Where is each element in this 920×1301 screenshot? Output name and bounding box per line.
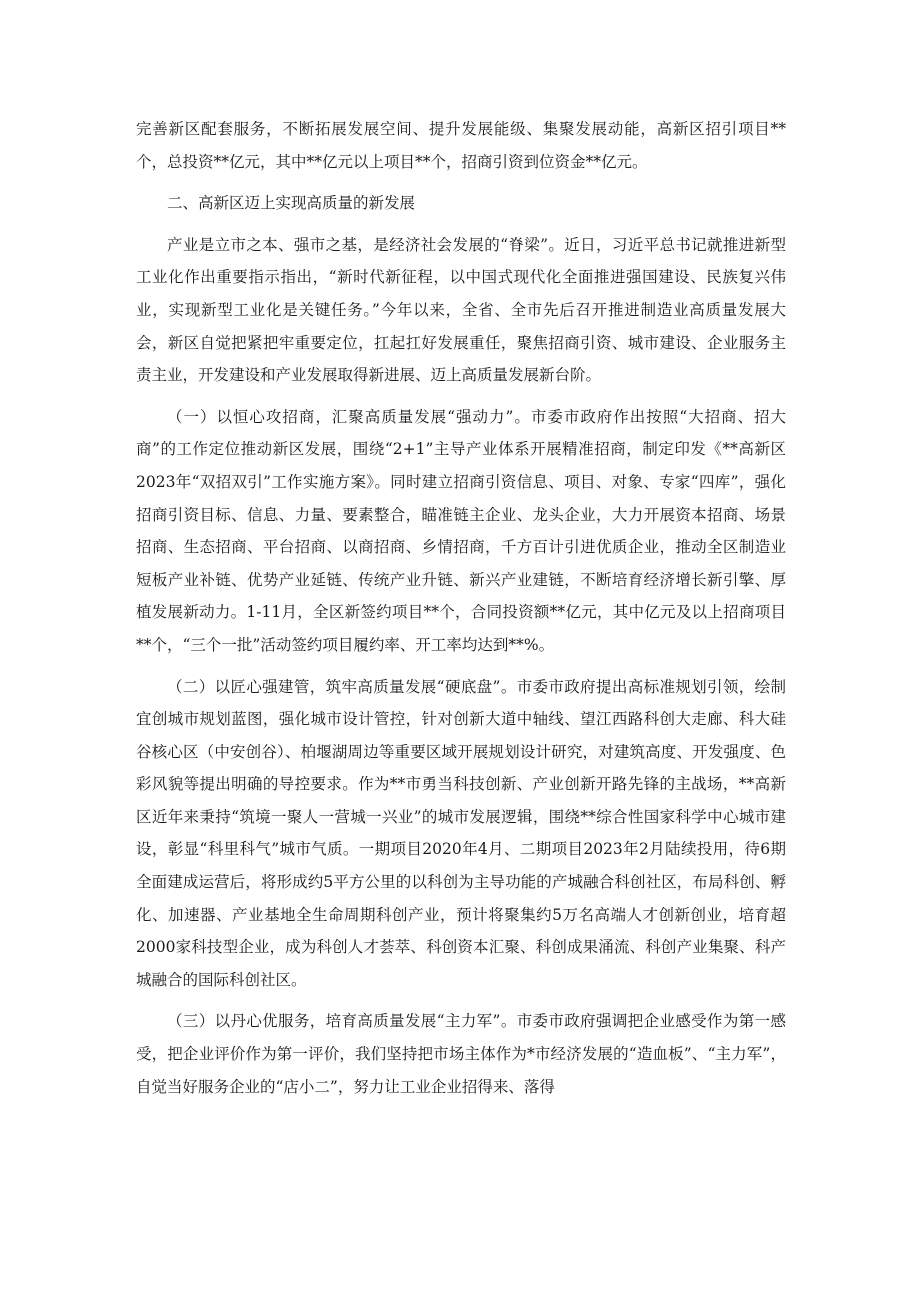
paragraph-investment: （一）以恒心攻招商，汇聚高质量发展“强动力”。市委市政府作出按照“大招商、招大商”的工作定位推动新区发展，围绕“2+1”主导产业体系开展精准招商，制定印发《**高新区2023年“双招双引”工作实施方案》。同时建立招商引资信息、项目、对象、专家“四库”，强化招商引资目标、信息、力量、要素整合，瞄准链主企业、龙头企业，大力开展资本招商、场景招商、生态招商、平台招商、以商招商、乡情招商，千方百计引进优质企业，推动全区制造业短板产业补链、优势产业延链、传统产业升链、新兴产业建链，不断培育经济增长新引擎、厚植发展新动力。1-11月，全区新签约项目**个，合同投资额**亿元，其中亿元及以上招商项目**个，“三个一批”活动签约项目履约率、开工率均达到**%。 — [136, 407, 786, 654]
paragraph-service: （三）以丹心优服务，培育高质量发展“主力军”。市委市政府强调把企业感受作为第一感受，把企业评价作为第一评价，我们坚持把市场主体作为*市经济发展的“造血板”、“主力军”，自觉当好服务企业的“店小二”，努力让工业企业招得来、落得 — [136, 1012, 786, 1096]
paragraph-industry: 产业是立市之本、强市之基，是经济社会发展的“脊梁”。近日，习近平总书记就推进新型工业化作出重要指示指出，“新时代新征程，以中国式现代化全面推进强国建设、民族复兴伟业，实现新型工业化是关键任务。”今年以来，全省、全市先后召开推进制造业高质量发展大会，新区自觉把紧把牢重要定位，扛起扛好发展重任，聚焦招商引资、城市建设、企业服务主责主业，开发建设和产业发展取得新进展、迈上高质量发展新台阶。 — [136, 235, 786, 385]
document-page — [136, 113, 786, 1112]
paragraph-intro-continuation: 完善新区配套服务，不断拓展发展空间、提升发展能级、集聚发展动能，高新区招引项目**个，总投资**亿元，其中**亿元以上项目**个，招商引资到位资金**亿元。 — [136, 120, 786, 171]
section-heading: 二、高新区迈上实现高质量的新发展 — [167, 194, 416, 213]
paragraph-construction: （二）以匠心强建管，筑牢高质量发展“硬底盘”。市委市政府提出高标准规划引领，绘制宜创城市规划蓝图，强化城市设计管控，针对创新大道中轴线、望江西路科创大走廊、科大硅谷核心区（中安创谷）、柏堰湖周边等重要区域开展规划设计研究，对建筑高度、开发强度、色彩风貌等提出明确的导控要求。作为**市勇当科技创新、产业创新开路先锋的主战场，**高新区近年来秉持“筑境一聚人一营城一兴业”的城市发展逻辑，围绕**综合性国家科学中心城市建设，彰显“科里科气”城市气质。一期项目2020年4月、二期项目2023年2月陆续投用，待6期全面建成运营后，将形成约5平方公里的以科创为主导功能的产城融合科创社区，布局科创、孵化、加速器、产业基地全生命周期科创产业，预计将聚集约5万名高端人才创新创业，培育超2000家科技型企业，成为科创人才荟萃、科创资本汇聚、科创成果涌流、科创产业集聚、科产城融合的国际科创社区。 — [136, 677, 786, 989]
